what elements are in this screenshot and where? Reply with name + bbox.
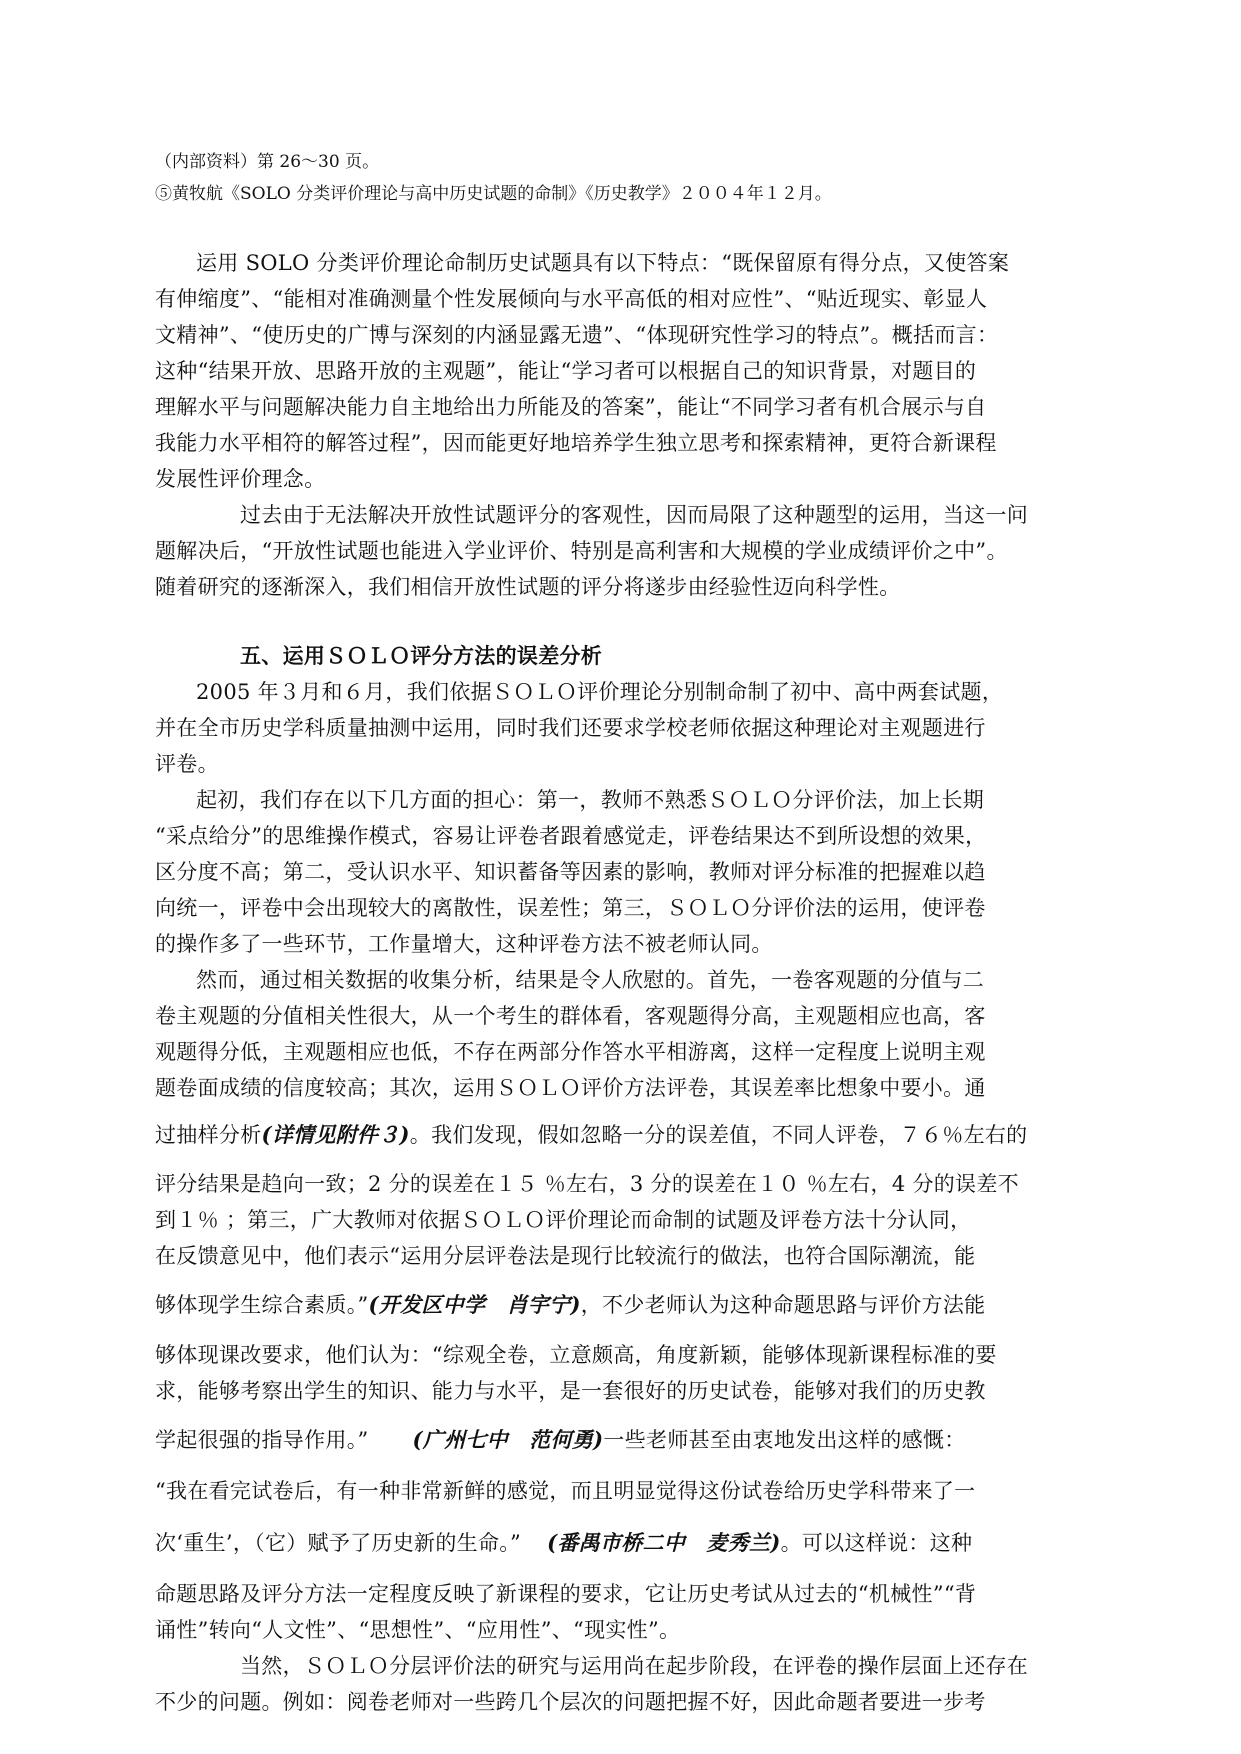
paragraph-line: 题解决后，“开放性试题也能进入学业评价、特别是高利害和大规模的学业成绩评价之中”。 xyxy=(155,539,1008,563)
citation: (详情见附件３) xyxy=(261,1122,410,1147)
paragraph-line: “采点给分”的思维操作模式，容易让评卷者跟着感觉走，评卷结果达不到所设想的效果， xyxy=(155,824,987,848)
text-run: 过抽样分析 xyxy=(155,1123,262,1147)
paragraph-line: 我能力水平相符的解答过程”，因而能更好地培养学生独立思考和探索精神，更符合新课程 xyxy=(155,431,997,455)
text-run: 够体现学生综合素质。” xyxy=(155,1293,369,1317)
paragraph-line: 起初，我们存在以下几方面的担心：第一，教师不熟悉ＳＯＬＯ分评价法，加上长期 xyxy=(196,788,985,812)
paragraph-line: 过去由于无法解决开放性试题评分的客观性，因而局限了这种题型的运用，当这一问 xyxy=(240,503,1029,527)
paragraph-line: 有伸缩度”、“能相对准确测量个性发展倾向与水平高低的相对应性”、“贴近现实、彰显人 xyxy=(155,287,988,311)
paragraph-line: 诵性”转向“人文性”、“思想性”、“应用性”、“现实性”。 xyxy=(155,1618,681,1642)
footnote-line: ⑤黄牧航《SOLO 分类评价理论与高中历史试题的命制》《历史教学》２００４年１２月。 xyxy=(155,184,832,204)
paragraph-line: 题卷面成绩的信度较高；其次，运用ＳＯＬＯ评价方法评卷，其误差率比想象中要小。通 xyxy=(155,1076,986,1100)
paragraph-line xyxy=(155,1425,966,1455)
paragraph-line: “我在看完试卷后，有一种非常新鲜的感觉，而且明显觉得这份试卷给历史学科带来了一 xyxy=(155,1479,976,1503)
paragraph-line: 评分结果是趋向一致；2 分的误差在１５ ％左右，3 分的误差在１０ ％左右，4 分的误差不 xyxy=(155,1172,1019,1196)
paragraph-line: 命题思路及评分方法一定程度反映了新课程的要求，它让历史考试从过去的“机械性”“背 xyxy=(155,1582,977,1606)
paragraph-line: 并在全市历史学科质量抽测中运用，同时我们还要求学校老师依据这种理论对主观题进行 xyxy=(155,716,986,740)
paragraph-line: 在反馈意见中，他们表示“运用分层评卷法是现行比较流行的做法，也符合国际潮流，能 xyxy=(155,1244,976,1268)
paragraph-line: 运用 SOLO 分类评价理论命制历史试题具有以下特点：“既保留原有得分点，又使答案 xyxy=(196,251,1010,275)
paragraph-line: 的操作多了一些环节，工作量增大，这种评卷方法不被老师认同。 xyxy=(155,932,773,956)
text-run: ，不少老师认为这种命题思路与评价方法能 xyxy=(580,1293,986,1317)
paragraph-line xyxy=(155,1290,985,1320)
paragraph-line: 然而，通过相关数据的收集分析，结果是令人欣慰的。首先，一卷客观题的分值与二 xyxy=(196,968,985,992)
text-run: 次‘重生’，（它）赋予了历史新的生命。” xyxy=(155,1531,522,1555)
paragraph-line: 理解水平与问题解决能力自主地给出力所能及的答案”，能让“不同学习者有机合展示与自 xyxy=(155,395,987,419)
paragraph-line: 不少的问题。例如：阅卷老师对一些跨几个层次的问题把握不好，因此命题者要进一步考 xyxy=(155,1690,986,1714)
paragraph-line: 到１％ ；第三，广大教师对依据ＳＯＬＯ评价理论而命制的试题及评卷方法十分认同， xyxy=(155,1208,972,1232)
citation: (番禺市桥二中 麦秀兰) xyxy=(547,1530,781,1555)
section-heading: 五、运用ＳＯＬＯ评分方法的误差分析 xyxy=(240,643,603,668)
text-run: 学起很强的指导作用。” xyxy=(155,1428,369,1452)
paragraph-line: 评卷。 xyxy=(155,752,219,776)
footnote-line: （内部资料）第 26～30 页。 xyxy=(155,152,380,172)
text-run: 。可以这样说：这种 xyxy=(780,1531,973,1555)
paragraph-line: 卷主观题的分值相关性很大，从一个考生的群体看，客观题得分高，主观题相应也高，客 xyxy=(155,1004,986,1028)
paragraph-line xyxy=(155,1120,1027,1150)
paragraph-line: 文精神”、“使历史的广博与深刻的内涵显露无遗”、“体现研究性学习的特点”。概括而言： xyxy=(155,323,999,347)
paragraph-line: 向统一，评卷中会出现较大的离散性，误差性；第三，ＳＯＬＯ分评价法的运用，使评卷 xyxy=(155,896,986,920)
text-run: 一些老师甚至由衷地发出这样的感慨： xyxy=(603,1428,966,1452)
citation: (开发区中学 肖宇宁) xyxy=(368,1292,581,1317)
paragraph-line: 这种“结果开放、思路开放的主观题”，能让“学习者可以根据自己的知识背景，对题目的 xyxy=(155,359,977,383)
paragraph-line: 够体现课改要求，他们认为：“综观全卷，立意颇高，角度新颖，能够体现新课程标准的要 xyxy=(155,1343,997,1367)
paragraph-line: 当然，ＳＯＬＯ分层评价法的研究与运用尚在起步阶段，在评卷的操作层面上还存在 xyxy=(240,1654,1029,1678)
paragraph-line: 随着研究的逐渐深入，我们相信开放性试题的评分将遂步由经验性迈向科学性。 xyxy=(155,575,901,599)
text-run: 。我们发现，假如忽略一分的误差值，不同人评卷，７６％左右的 xyxy=(409,1123,1028,1147)
paragraph-line: 发展性评价理念。 xyxy=(155,467,326,491)
paragraph-line: 求，能够考察出学生的知识、能力与水平，是一套很好的历史试卷，能够对我们的历史教 xyxy=(155,1379,986,1403)
paragraph-line: 区分度不高；第二，受认识水平、知识蓄备等因素的影响，教师对评分标准的把握难以趋 xyxy=(155,860,986,884)
paragraph-line: 观题得分低，主观题相应也低，不存在两部分作答水平相游离，这样一定程度上说明主观 xyxy=(155,1040,986,1064)
paragraph-line xyxy=(155,1528,972,1558)
citation: (广州七中 范何勇) xyxy=(412,1427,604,1452)
paragraph-line: 2005 年３月和６月，我们依据ＳＯＬＯ评价理论分别制命制了初中、高中两套试题， xyxy=(196,680,1004,704)
